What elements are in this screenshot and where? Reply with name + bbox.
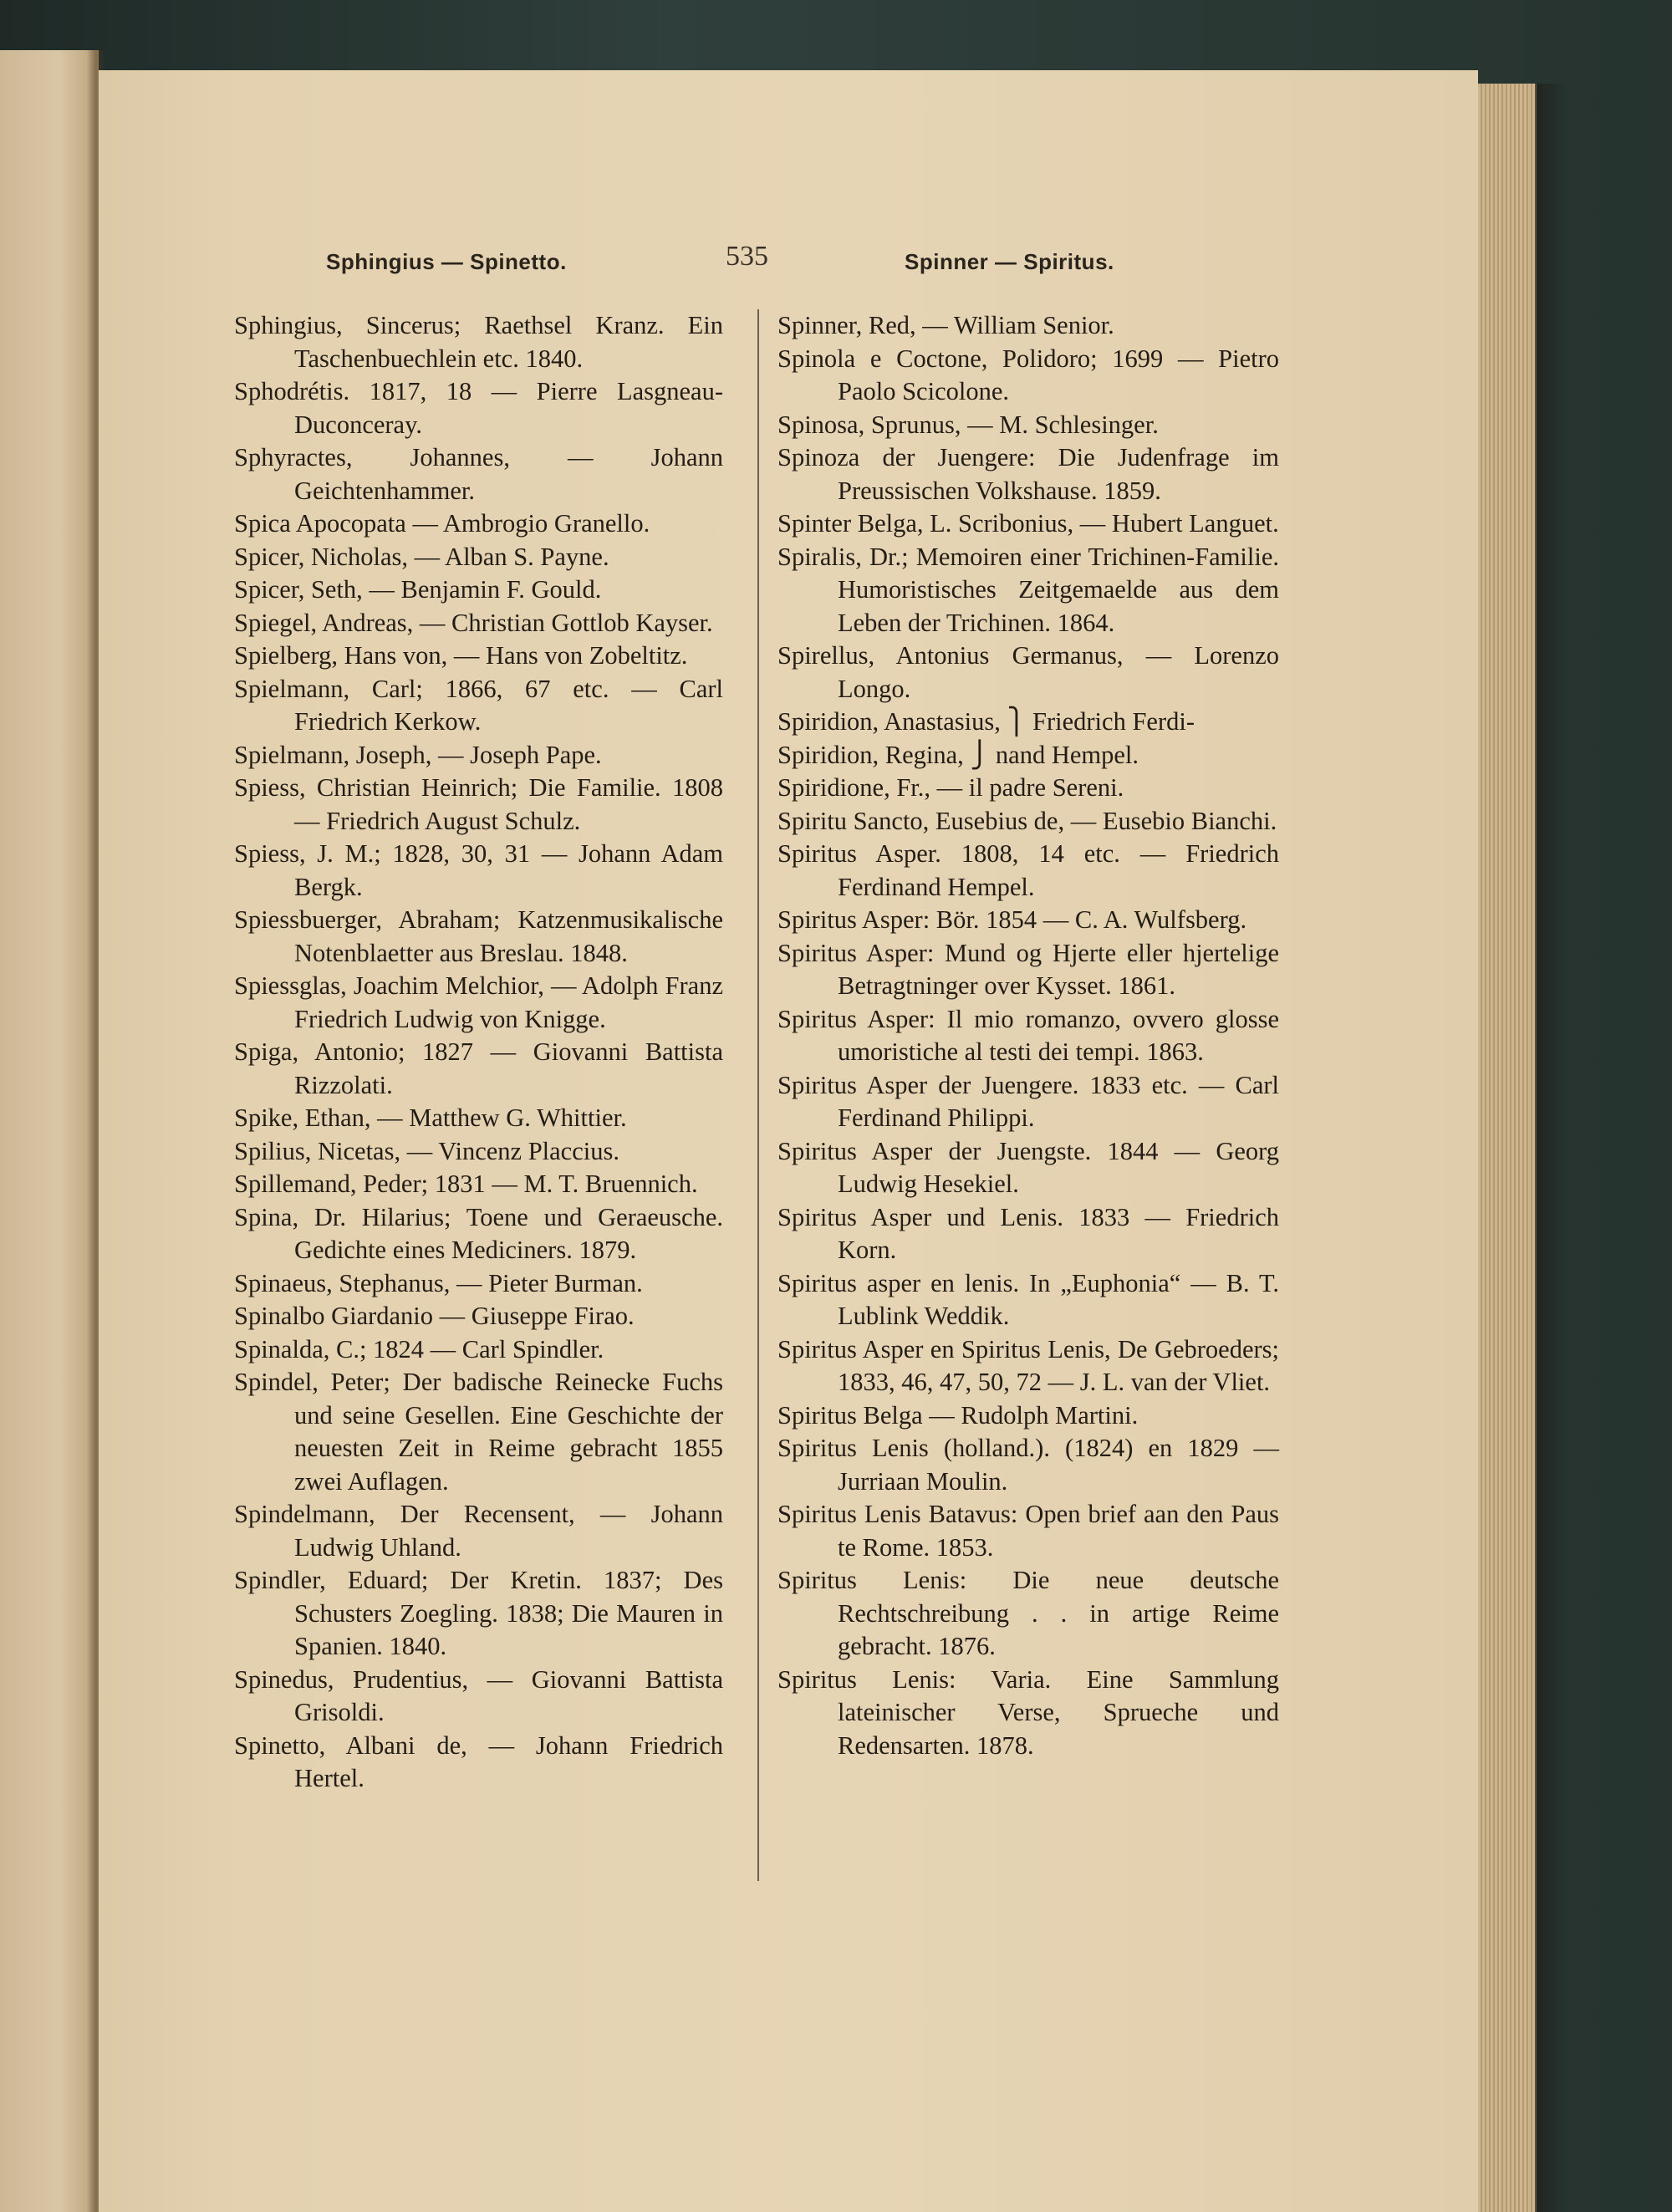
index-entry: Spielberg, Hans von, — Hans von Zobeltitz.	[234, 641, 688, 670]
right-column	[777, 309, 1279, 1762]
index-entry: Spiritus Asper: Bör. 1854 — C. A. Wulfsberg.	[777, 905, 1247, 934]
column-divider	[757, 309, 759, 1881]
facing-page-edge	[0, 50, 99, 2212]
index-entry: Spillemand, Peder; 1831 — M. T. Bruennich.	[234, 1170, 698, 1198]
index-entry: Spindel, Peter; Der badische Reinecke Fuchs und seine Gesellen. Eine Geschichte der neuesten Zeit in Reime gebracht 1855 zwei Auflagen.	[234, 1368, 723, 1496]
index-entry: Spiridione, Fr., — il padre Sereni.	[777, 773, 1124, 802]
index-entry: Spiridion, Regina, ⎭ nand Hempel.	[777, 740, 1139, 769]
index-entry: Spiridion, Anastasius, ⎫ Friedrich Ferdi-	[777, 707, 1195, 736]
index-entry: Spinner, Red, — William Senior.	[777, 311, 1114, 339]
index-entry: Spica Apocopata — Ambrogio Granello.	[234, 509, 650, 538]
index-entry: Spilius, Nicetas, — Vincenz Placcius.	[234, 1136, 619, 1165]
index-entry: Spiessglas, Joachim Melchior, — Adolph Franz Friedrich Ludwig von Knigge.	[234, 971, 723, 1033]
index-entry: Spiritus Belga — Rudolph Martini.	[777, 1400, 1139, 1430]
index-entry: Spiritus Asper und Lenis. 1833 — Friedrich Korn.	[777, 1202, 1279, 1264]
index-entry: Sphyractes, Johannes, — Johann Geichtenhammer.	[234, 443, 723, 505]
index-entry: Spindler, Eduard; Der Kretin. 1837; Des Schusters Zoegling. 1838; Die Mauren in Spanien. 1840.	[234, 1566, 723, 1660]
index-entry: Spiritus Asper. 1808, 14 etc. — Friedrich Ferdinand Hempel.	[777, 839, 1279, 901]
index-entry: Spina, Dr. Hilarius; Toene und Geraeusche. Gedichte eines Mediciners. 1879.	[234, 1202, 723, 1264]
index-entry: Spindelmann, Der Recensent, — Johann Ludwig Uhland.	[234, 1500, 723, 1562]
left-column	[234, 309, 723, 1796]
index-entry: Spiessbuerger, Abraham; Katzenmusikalische Notenblaetter aus Breslau. 1848.	[234, 905, 723, 967]
index-entry: Spielmann, Joseph, — Joseph Pape.	[234, 740, 602, 769]
page-stack-shadow	[1535, 84, 1568, 2212]
index-entry: Spiritus Asper en Spiritus Lenis, De Gebroeders; 1833, 46, 47, 50, 72 — J. L. van der Vliet.	[777, 1334, 1279, 1396]
index-entry: Spiritus Lenis: Die neue deutsche Rechtschreibung . . in artige Reime gebracht. 1876.	[777, 1566, 1279, 1660]
index-entry: Spiritus Lenis (holland.). (1824) en 1829 — Jurriaan Moulin.	[777, 1434, 1279, 1496]
index-entry: Sphodrétis. 1817, 18 — Pierre Lasgneau-Duconceray.	[234, 377, 723, 439]
index-entry: Sphingius, Sincerus; Raethsel Kranz. Ein Taschenbuechlein etc. 1840.	[234, 311, 723, 373]
index-entry: Spirellus, Antonius Germanus, — Lorenzo Longo.	[777, 641, 1279, 703]
index-entry: Spiritu Sancto, Eusebius de, — Eusebio Bianchi.	[777, 806, 1277, 835]
left-running-head: Sphingius — Spinetto.	[326, 249, 567, 274]
index-entry: Spinosa, Sprunus, — M. Schlesinger.	[777, 410, 1159, 439]
index-entry: Spiritus asper en lenis. In „Euphonia“ — B. T. Lublink Weddik.	[777, 1268, 1279, 1330]
index-entry: Spiritus Asper: Il mio romanzo, ovvero glosse umoristiche al testi dei tempi. 1863.	[777, 1004, 1279, 1066]
index-entry: Spiegel, Andreas, — Christian Gottlob Kayser.	[234, 608, 713, 637]
page-stack-edges	[1478, 84, 1537, 2212]
index-entry: Spinalbo Giardanio — Giuseppe Firao.	[234, 1302, 635, 1330]
index-entry: Spielmann, Carl; 1866, 67 etc. — Carl Friedrich Kerkow.	[234, 674, 723, 736]
page-number: 535	[726, 241, 768, 272]
index-entry: Spinter Belga, L. Scribonius, — Hubert Languet.	[777, 509, 1279, 538]
index-entry: Spiritus Asper der Juengste. 1844 — Georg Ludwig Hesekiel.	[777, 1136, 1279, 1198]
index-entry: Spiga, Antonio; 1827 — Giovanni Battista Rizzolati.	[234, 1037, 723, 1099]
index-entry: Spiritus Asper der Juengere. 1833 etc. — Carl Ferdinand Philippi.	[777, 1070, 1279, 1132]
index-entry: Spicer, Seth, — Benjamin F. Gould.	[234, 575, 602, 604]
index-entry: Spiritus Asper: Mund og Hjerte eller hjertelige Betragtninger over Kysset. 1861.	[777, 938, 1279, 1000]
index-entry: Spinoza der Juengere: Die Judenfrage im Preussischen Volkshause. 1859.	[777, 443, 1279, 505]
index-entry: Spiritus Lenis Batavus: Open brief aan den Paus te Rome. 1853.	[777, 1500, 1279, 1562]
index-entry: Spicer, Nicholas, — Alban S. Payne.	[234, 542, 609, 571]
index-entry: Spike, Ethan, — Matthew G. Whittier.	[234, 1103, 627, 1132]
index-entry: Spinedus, Prudentius, — Giovanni Battista Grisoldi.	[234, 1664, 723, 1726]
index-entry: Spinalda, C.; 1824 — Carl Spindler.	[234, 1334, 604, 1363]
index-entry: Spiritus Lenis: Varia. Eine Sammlung lateinischer Verse, Sprueche und Redensarten. 1878.	[777, 1664, 1279, 1760]
index-entry: Spinola e Coctone, Polidoro; 1699 — Pietro Paolo Scicolone.	[777, 344, 1279, 405]
index-entry: Spiess, Christian Heinrich; Die Familie. 1808 — Friedrich August Schulz.	[234, 773, 723, 835]
index-entry: Spiralis, Dr.; Memoiren einer Trichinen-Familie. Humoristisches Zeitgemaelde aus dem Leben der Trichinen. 1864.	[777, 542, 1279, 637]
index-entry: Spinaeus, Stephanus, — Pieter Burman.	[234, 1268, 643, 1297]
right-running-head: Spinner — Spiritus.	[905, 249, 1114, 274]
index-entry: Spiess, J. M.; 1828, 30, 31 — Johann Adam Bergk.	[234, 839, 723, 901]
index-entry: Spinetto, Albani de, — Johann Friedrich Hertel.	[234, 1730, 723, 1792]
